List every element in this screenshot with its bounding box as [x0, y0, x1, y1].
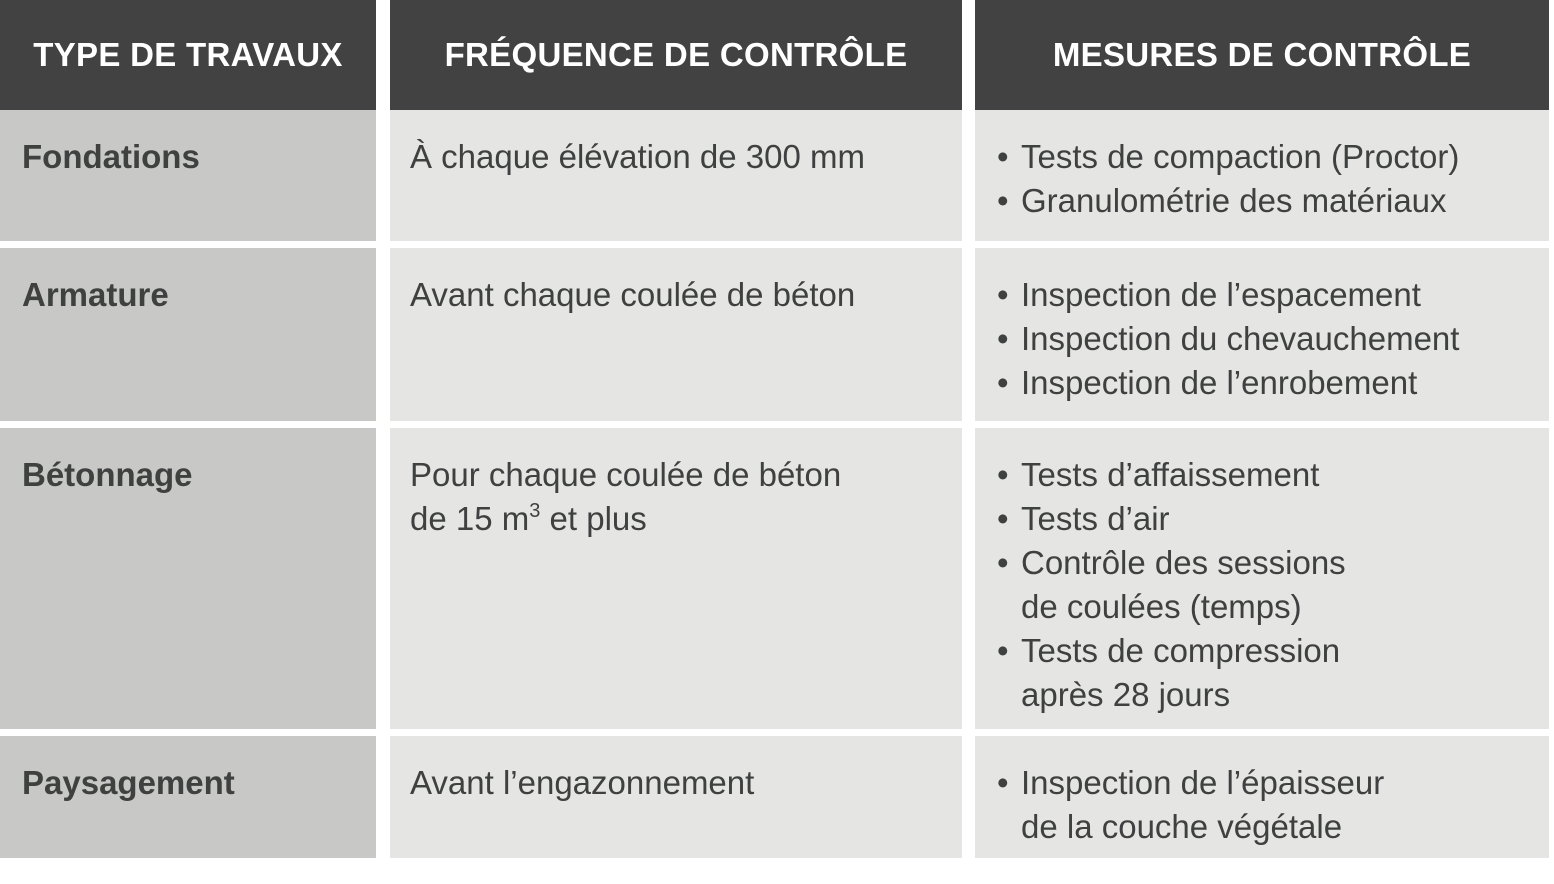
row-armature-type [0, 248, 376, 421]
row-fondations-type [0, 110, 376, 241]
frequency-text: À chaque élévation de 300 mm [410, 138, 865, 175]
list-item [997, 179, 1549, 223]
bullet-icon: • [997, 320, 1009, 357]
row-paysagement-type [0, 736, 376, 858]
measures-list [975, 761, 1549, 849]
header-type-label: TYPE DE TRAVAUX [33, 36, 343, 73]
measure-text: Inspection de l’épaisseur [1021, 764, 1385, 801]
row-betonnage-measures [975, 428, 1549, 729]
type-label: Bétonnage [22, 456, 193, 493]
bullet-icon: • [997, 632, 1009, 669]
row-fondations-frequency [390, 110, 962, 241]
header-type [0, 0, 376, 110]
measure-text: Tests de compression [1021, 632, 1341, 669]
type-label: Fondations [22, 138, 200, 175]
list-item [997, 273, 1549, 317]
list-item [997, 541, 1549, 629]
measure-text: Inspection de l’espacement [1021, 276, 1421, 313]
bullet-icon: • [997, 500, 1009, 537]
list-item [997, 317, 1549, 361]
cubic-superscript: 3 [529, 500, 541, 522]
header-measures-label: MESURES DE CONTRÔLE [1052, 36, 1472, 73]
bullet-icon: • [997, 364, 1009, 401]
header-measures [975, 0, 1549, 110]
row-paysagement-frequency [390, 736, 962, 858]
row-armature-measures [975, 248, 1549, 421]
measure-text: Contrôle des sessions [1021, 544, 1346, 581]
frequency-text-line-2 [410, 497, 962, 541]
type-label: Armature [22, 276, 169, 313]
frequency-suffix: et plus [540, 500, 647, 537]
bullet-icon: • [997, 544, 1009, 581]
measures-list [975, 135, 1549, 223]
measure-text: Granulométrie des matériaux [1021, 182, 1447, 219]
type-label: Paysagement [22, 764, 235, 801]
list-item [997, 629, 1549, 717]
measure-text-cont: de la couche végétale [1021, 808, 1343, 845]
header-frequency-label: FRÉQUENCE DE CONTRÔLE [444, 36, 908, 73]
measure-text: Tests d’affaissement [1021, 456, 1320, 493]
list-item [997, 135, 1549, 179]
list-item [997, 361, 1549, 405]
header-frequency [390, 0, 962, 110]
row-armature-frequency [390, 248, 962, 421]
frequency-text: Pour chaque coulée de béton [410, 456, 842, 493]
bullet-icon: • [997, 182, 1009, 219]
bullet-icon: • [997, 276, 1009, 313]
frequency-text: Avant chaque coulée de béton [410, 276, 856, 313]
measures-list [975, 273, 1549, 405]
measure-text-cont: après 28 jours [1021, 676, 1231, 713]
bullet-icon: • [997, 138, 1009, 175]
frequency-text: Avant l’engazonnement [410, 764, 755, 801]
measures-list [975, 453, 1549, 717]
measure-text: Tests d’air [1021, 500, 1170, 537]
row-betonnage-frequency [390, 428, 962, 729]
list-item [997, 761, 1549, 849]
list-item [997, 497, 1549, 541]
measure-text: Tests de compaction (Proctor) [1021, 138, 1460, 175]
bullet-icon: • [997, 456, 1009, 493]
list-item [997, 453, 1549, 497]
row-fondations-measures [975, 110, 1549, 241]
measure-text-cont: de coulées (temps) [1021, 588, 1302, 625]
bullet-icon: • [997, 764, 1009, 801]
frequency-volume: de 15 m [410, 500, 530, 537]
row-betonnage-type [0, 428, 376, 729]
measure-text: Inspection de l’enrobement [1021, 364, 1418, 401]
row-paysagement-measures [975, 736, 1549, 858]
measure-text: Inspection du chevauchement [1021, 320, 1460, 357]
